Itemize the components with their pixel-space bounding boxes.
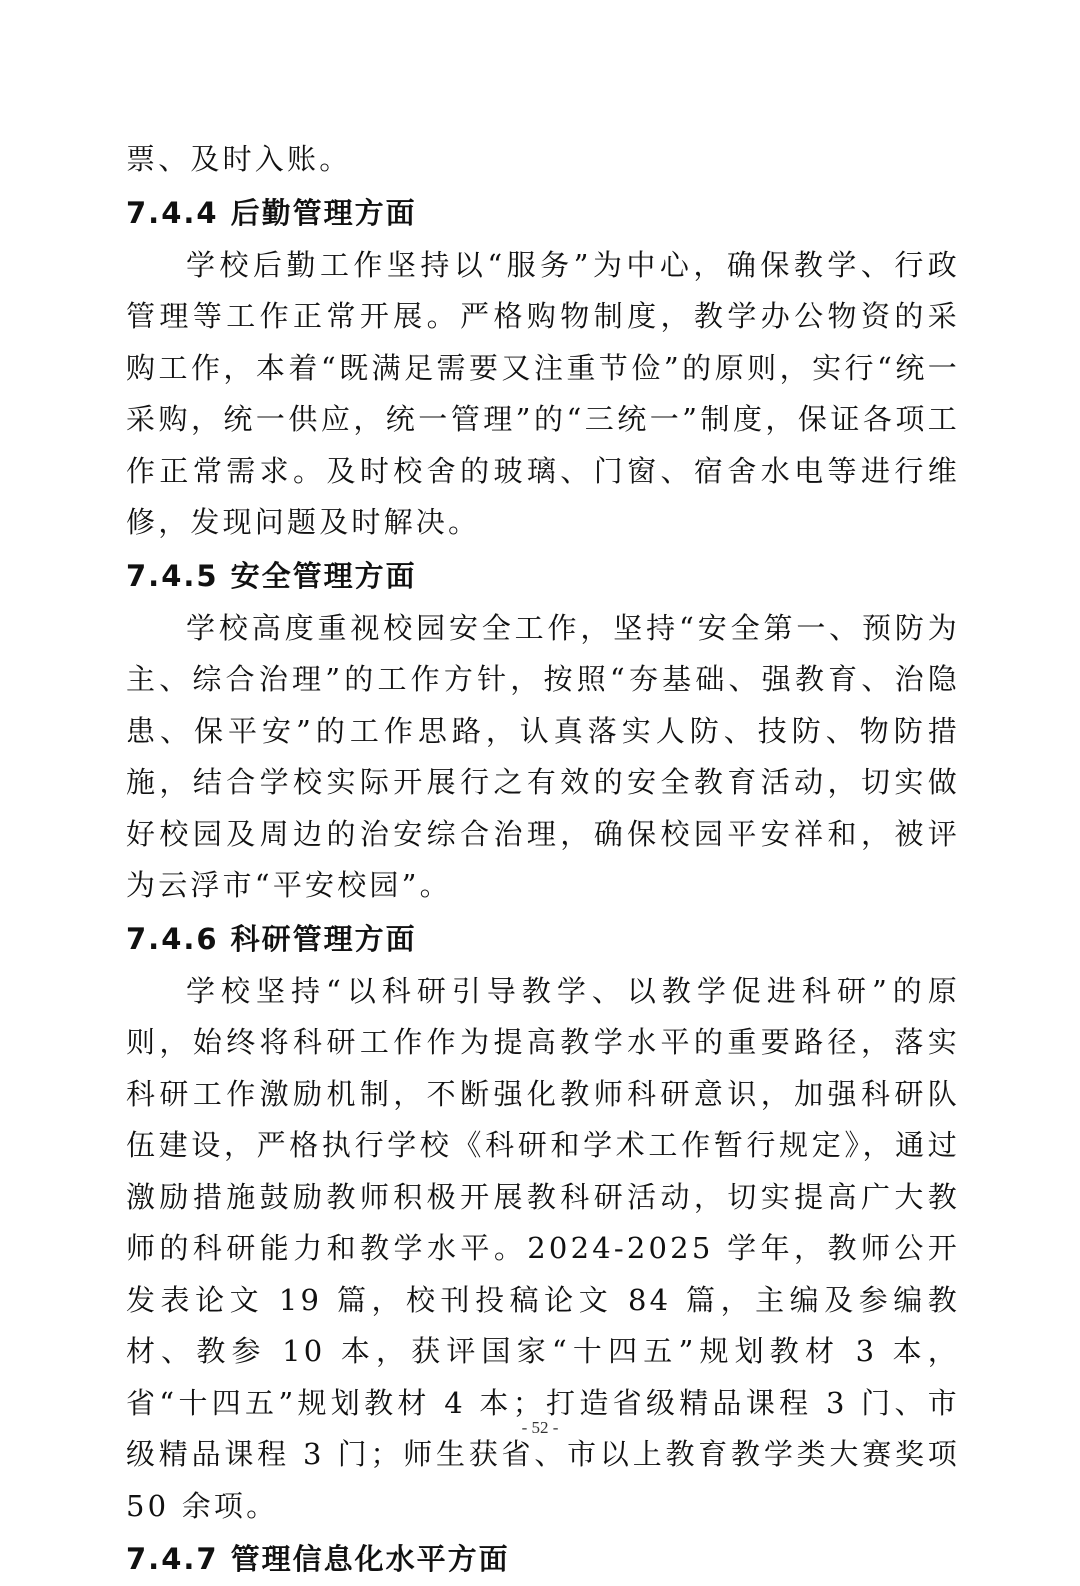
heading-research-management: 7.4.6 科研管理方面 [126, 921, 417, 956]
paragraph-logistics-management: 学校后勤工作坚持以“服务”为中心，确保教学、行政管理等工作正常开展。严格购物制度，教学办公物资的采购工作，本着“既满足需要又注重节俭”的原则，实行“统一采购，统一供应，统一管理”的“三统一”制度，保证各项工作正常需求。及时校舍的玻璃、门窗、宿舍水电等进行维修，发现问题及时解决。 [126, 247, 960, 539]
page-number: - 52 - [521, 1418, 559, 1437]
paragraph-safety-management: 学校高度重视校园安全工作，坚持“安全第一、预防为主、综合治理”的工作方针，按照“夯基础、强教育、治隐患、保平安”的工作思路，认真落实人防、技防、物防措施，结合学校实际开展行之有效的安全教育活动，切实做好校园及周边的治安综合治理，确保校园平安祥和，被评为云浮市“平安校园”。 [126, 610, 960, 902]
paragraph-research-management: 学校坚持“以科研引导教学、以教学促进科研”的原则，始终将科研工作作为提高教学水平的重要路径，落实科研工作激励机制，不断强化教师科研意识，加强科研队伍建设，严格执行学校《科研和学术工作暂行规定》，通过激励措施鼓励教师积极开展教科研活动，切实提高广大教师的科研能力和教学水平。2024-2025 学年，教师公开发表论文 19 篇，校刊投稿论文 84 篇，主编及参编教材、教参 10 本，获评国家“十四五”规划教材 3 本，省“十四五”规划教材 4 本；打造省级精品课程 3 门、市级精品课程 3 门；师生获省、市以上教育教学类大赛奖项 50 余项。 [126, 973, 960, 1523]
document-body [126, 134, 960, 1586]
paragraph-continuation: 票、及时入账。 [126, 142, 352, 176]
heading-safety-management: 7.4.5 安全管理方面 [126, 558, 417, 593]
heading-information-management: 7.4.7 管理信息化水平方面 [126, 1542, 510, 1576]
heading-logistics-management: 7.4.4 后勤管理方面 [126, 195, 417, 230]
